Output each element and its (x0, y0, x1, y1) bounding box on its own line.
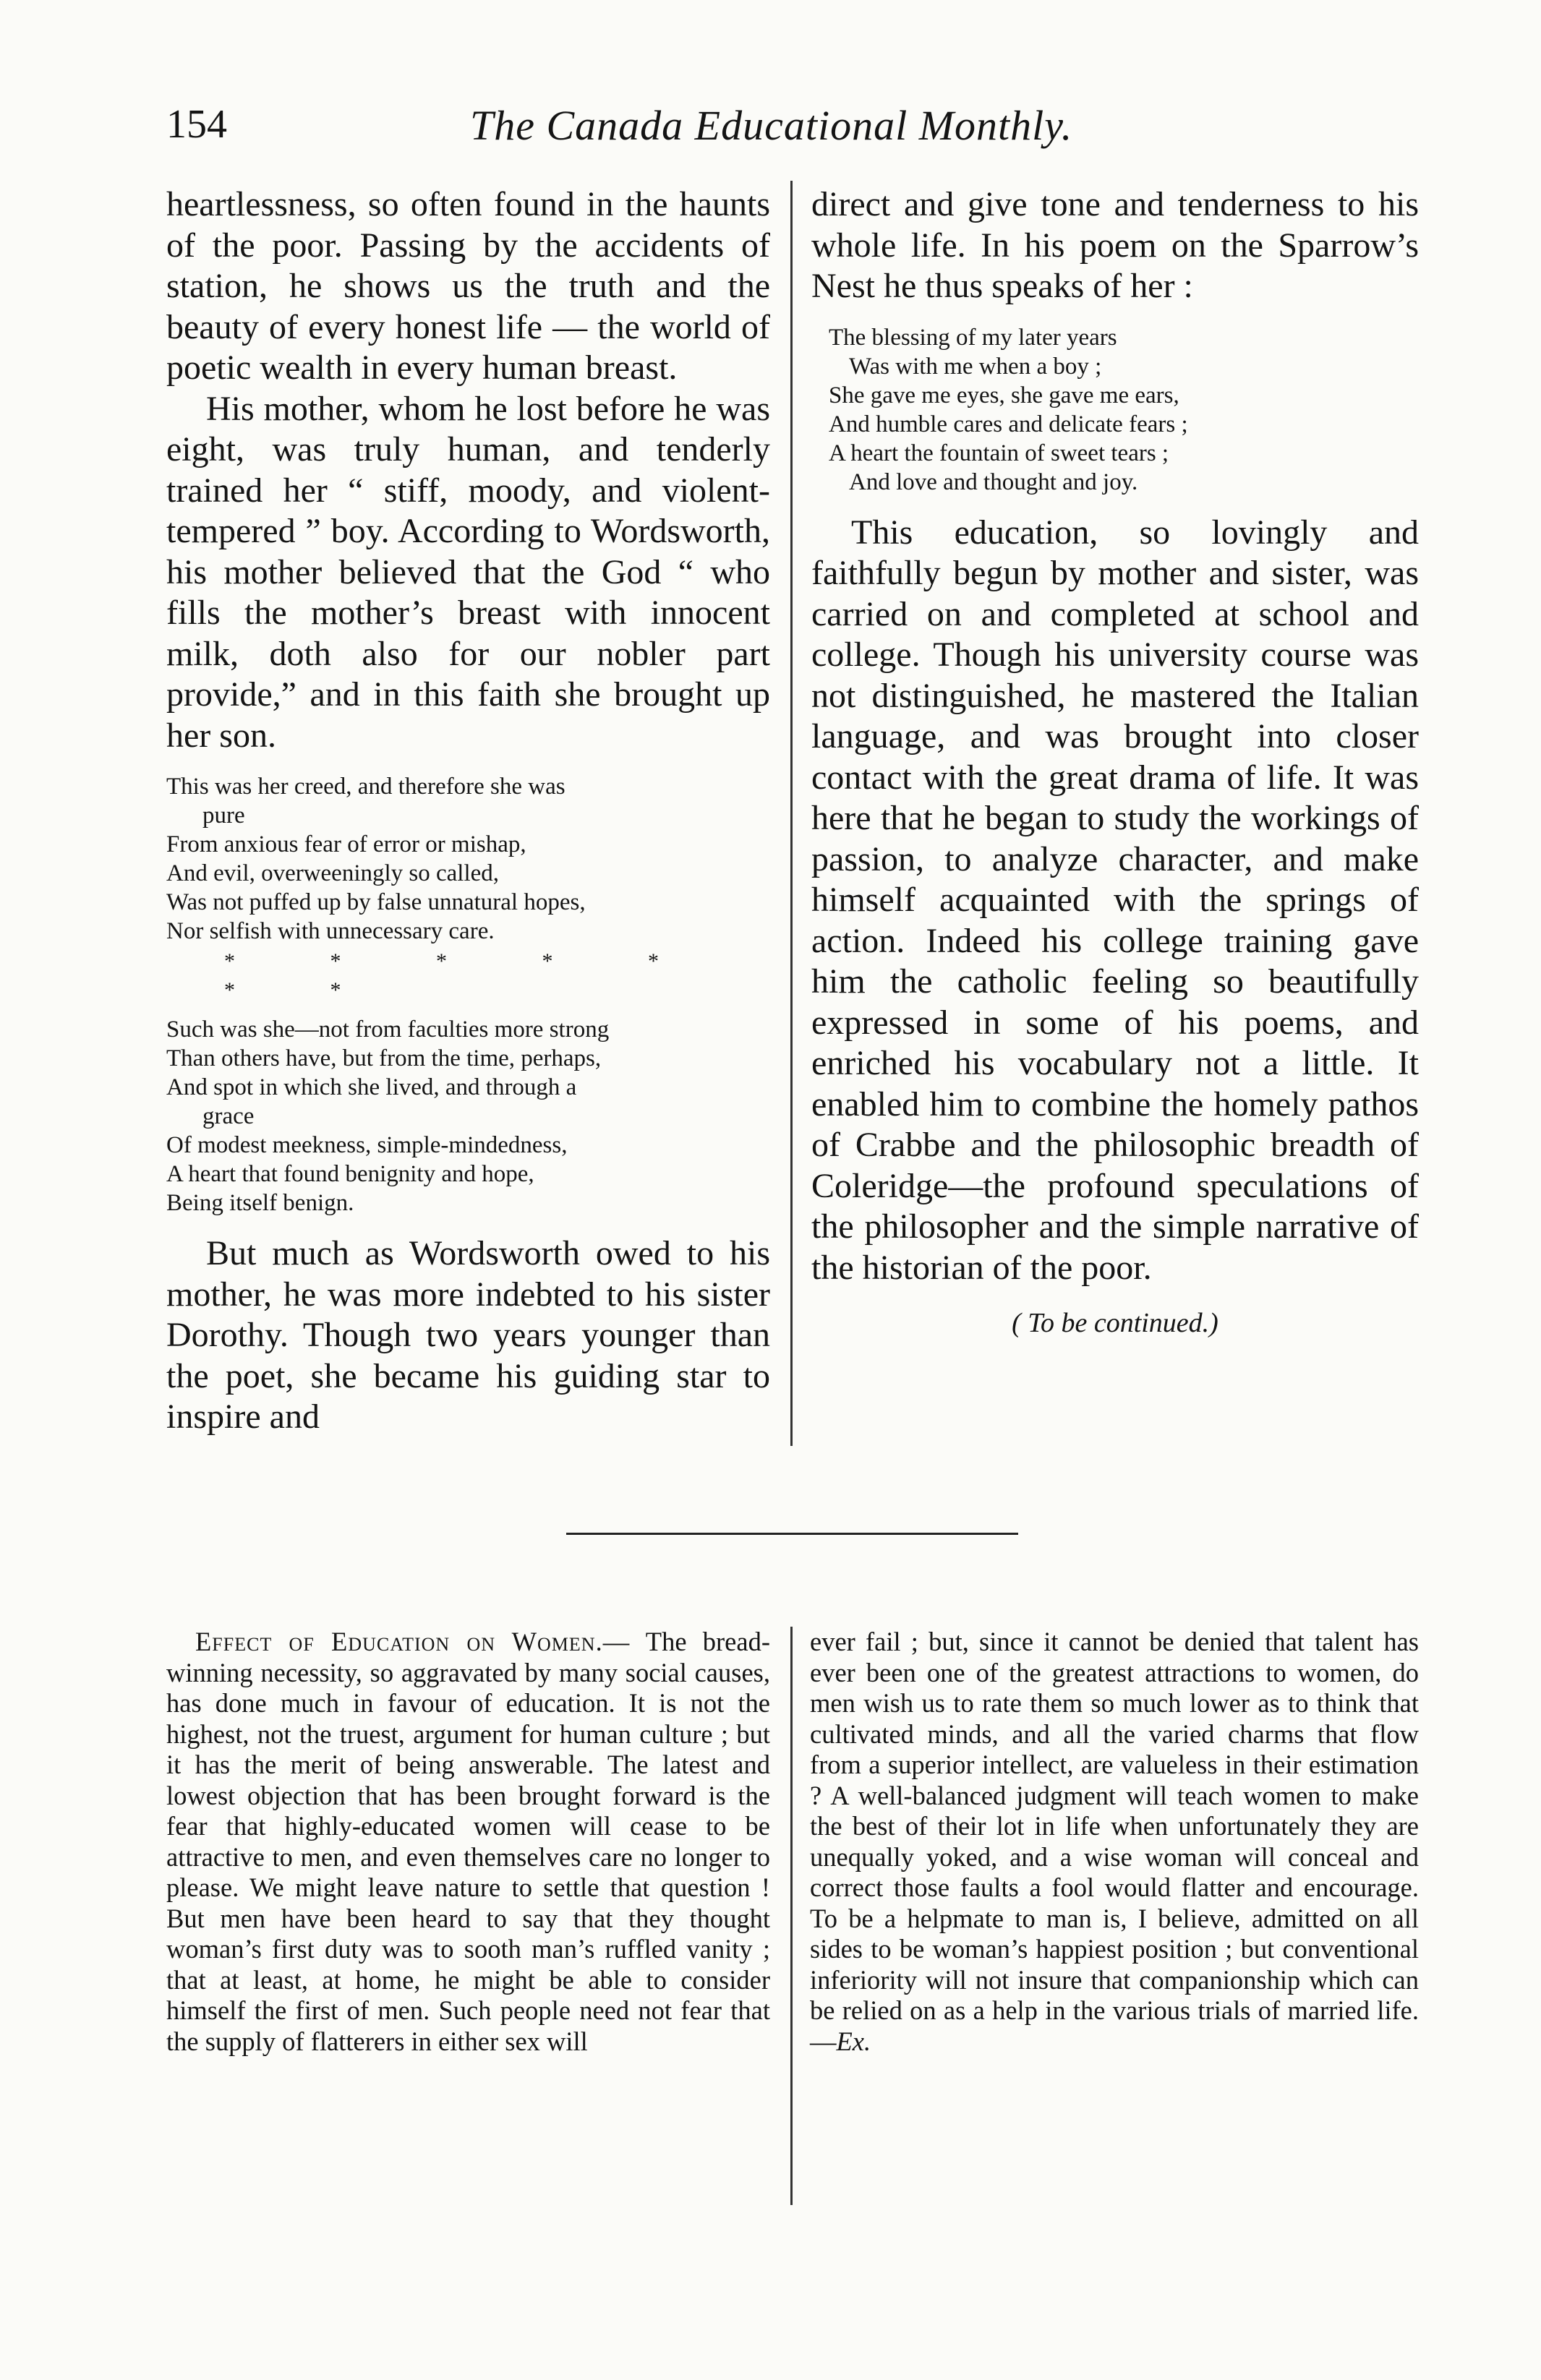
paragraph: His mother, whom he lost before he was eight, was truly human, and tenderly trained her “ stiff, moody, and violent-tempered ” boy. According to Wordsworth, his mother believed that the God “ who fills the mother’s breast with innocent milk, doth also for our nobler part provide,” and in this faith she brought up her son. (166, 389, 770, 755)
paragraph (166, 1627, 770, 2057)
paragraph: This education, so lovingly and faithfully begun by mother and sister, was carried on and completed at school and college. Though his university course was not distinguished, he mastered the Italian language, and was brought into closer contact with the great drama of life. It was here that he began to study the workings of passion, to analyze character, and make himself acquainted with the springs of action. Indeed his college training gave him the catholic feeling so beautifully expressed in some of his poems, and enriched his vocabulary not a little. It enabled him to combine the homely pathos of Crabbe and the philosophic breadth of Coleridge—the profound speculations of the philosopher and the simple narrative of the historian of the poor. (811, 513, 1419, 1287)
column-divider (790, 1627, 793, 2205)
page-number: 154 (166, 102, 227, 147)
article-text: The bread-winning necessity, so aggravated by many social causes, has done much in favour of education. It is not the highest, not the truest, argument for human culture ; but it has the merit of being answerable. The latest and lowest objection that has been brought forward is the fear that highly-educated women will cease to be attractive to men, and even themselves care no longer to please. We might leave nature to settle that question ! But men have been heard to say that they thought woman’s first duty was to sooth man’s ruffled vanity ; that at least, at home, he might be able to consider himself the first of men. Such people need not fear that the supply of flatterers in either sex will (166, 1627, 770, 2056)
poem-line: Being itself benign. (166, 1190, 354, 1216)
poem-line: grace (202, 1103, 255, 1129)
paragraph: But much as Wordsworth owed to his mother, he was more indebted to his sister Dorothy. Though two years younger than the poet, she became his guiding star to inspire and (166, 1234, 770, 1436)
to-be-continued: ( To be continued.) (1012, 1308, 1218, 1338)
page-header (166, 101, 1417, 174)
poem-line: Was not puffed up by false unnatural hopes, (166, 889, 586, 915)
source-attribution: Ex. (836, 2026, 871, 2056)
poem-quote (811, 323, 1419, 497)
poem-line: And humble cares and delicate fears ; (829, 411, 1188, 437)
poem-quote (166, 772, 770, 1217)
poem-line: Nor selfish with unnecessary care. (166, 918, 495, 944)
poem-line: And evil, overweeningly so called, (166, 860, 500, 886)
running-title: The Canada Educational Monthly. (470, 102, 1073, 149)
paragraph (810, 1627, 1419, 2057)
paragraph: direct and give tone and tenderness to his whole life. In his poem on the Sparrow’s Nest he thus speaks of her : (811, 185, 1419, 305)
poem-line: Than others have, but from the time, perhaps, (166, 1045, 602, 1071)
poem-line: And spot in which she lived, and through a (166, 1074, 577, 1100)
poem-line: Was with me when a boy ; (849, 353, 1102, 380)
ellipsis-stars: * * * * * * * (224, 949, 704, 1002)
section-divider (566, 1533, 1018, 1535)
left-column (166, 184, 770, 1438)
poem-line: She gave me eyes, she gave me ears, (829, 382, 1179, 408)
poem-line: Such was she—not from faculties more strong (166, 1016, 610, 1043)
article2-right-column (810, 1627, 1419, 2057)
article-text: ever fail ; but, since it cannot be denied that talent has ever been one of the greatest attractions to women, do men wish us to rate them so much lower as to think that cultivated minds, and all the varied charms that flow from a superior intellect, are valueless in their estimation ? A well-balanced judgment will teach women to make the best of their lot in life when unfortunately they are unequally yoked, and a wise woman will conceal and correct those faults a fool would flatter and encourage. To be a helpmate to man is, I believe, admitted on all sides to be woman’s happiest position ; but conventional inferiority will not insure that companionship which can be relied on as a help in the various trials of married life.— (810, 1627, 1419, 2056)
poem-line: The blessing of my later years (829, 324, 1117, 351)
article2-left-column (166, 1627, 770, 2057)
article-heading: Effect of Education on Women.— (195, 1627, 631, 1656)
column-divider (790, 181, 793, 1446)
poem-line: A heart that found benignity and hope, (166, 1161, 534, 1187)
poem-line: pure (202, 802, 245, 829)
poem-line: Of modest meekness, simple-mindedness, (166, 1132, 568, 1158)
poem-line: And love and thought and joy. (849, 468, 1138, 495)
poem-line: A heart the fountain of sweet tears ; (829, 440, 1169, 466)
paragraph: heartlessness, so often found in the haunts of the poor. Passing by the accidents of station, he shows us the truth and the beauty of every honest life — the world of poetic wealth in every human breast. (166, 185, 770, 387)
poem-line: From anxious fear of error or mishap, (166, 831, 526, 857)
right-column (811, 184, 1419, 1344)
poem-line: This was her creed, and therefore she was (166, 774, 565, 800)
